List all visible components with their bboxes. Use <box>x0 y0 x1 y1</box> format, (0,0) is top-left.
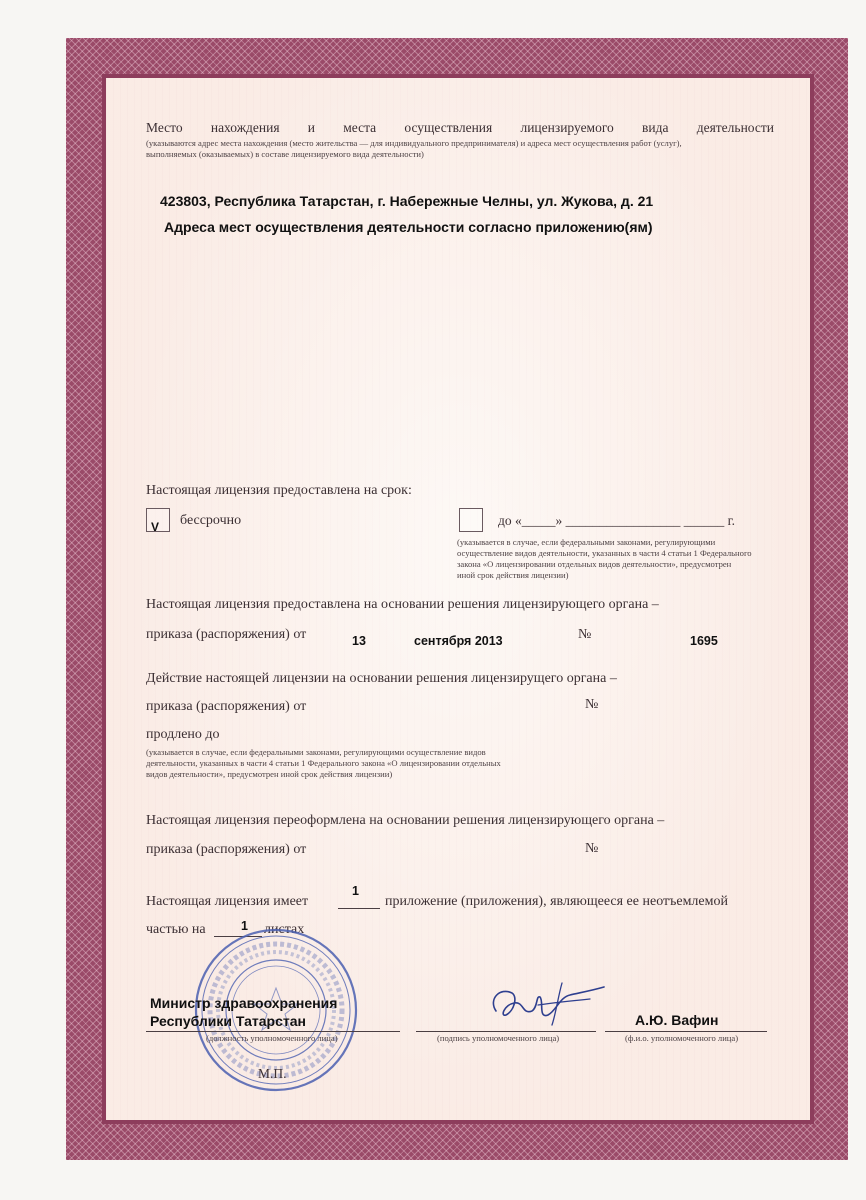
annex-pages-label-before: частью на <box>146 922 206 937</box>
term-note-line4: иной срок действия лицензии) <box>457 570 569 580</box>
basis-number-label: № <box>578 627 592 642</box>
handwritten-signature <box>478 975 608 1035</box>
basis-day: 13 <box>352 634 366 648</box>
until-date-label: до «_____» _________________ ______ г. <box>498 513 736 528</box>
position-underline <box>146 1031 400 1032</box>
until-date-checkbox[interactable] <box>459 508 483 532</box>
reissue-order-label: приказа (распоряжения) от <box>146 842 307 857</box>
position-caption: (должность уполномоченного лица) <box>206 1033 338 1043</box>
signatory-org-line1: Министр здравоохранения <box>150 995 338 1011</box>
location-note-line1: (указываются адрес места нахождения (место жительства — для индивидуального предпринимателя) и адреса мест осуществления работ (услуг), <box>146 138 682 148</box>
signature-caption: (подпись уполномоченного лица) <box>437 1033 560 1043</box>
annex-count: 1 <box>352 884 359 898</box>
addresses-annex-note: Адреса мест осуществления деятельности согласно приложению(ям) <box>164 219 653 235</box>
annex-text-before: Настоящая лицензия имеет <box>146 894 309 909</box>
indefinite-label: бессрочно <box>180 513 242 528</box>
checkbox-checkmark: V <box>151 520 160 534</box>
term-note-line3: закона «О лицензировании отдельных видов деятельности», предусмотрен <box>457 559 732 569</box>
reissue-heading: Настоящая лицензия переоформлена на основании решения лицензирующего органа – <box>146 813 665 828</box>
extension-note-line3: видов деятельности», предусмотрен иной срок действия лицензии) <box>146 769 393 779</box>
name-underline <box>605 1031 767 1032</box>
annex-text-after: приложение (приложения), являющееся ее неотъемлемой <box>385 894 728 909</box>
extension-note-line2: деятельности, указанных в части 4 статьи 1 Федерального закона «О лицензировании отдельных <box>146 758 501 768</box>
location-note-line2: выполняемых (оказываемых) в составе лицензируемого вида деятельности) <box>146 149 424 159</box>
extension-number-label: № <box>585 697 599 712</box>
term-note-line2: осуществление видов деятельности, указанных в части 4 статьи 1 Федерального <box>457 548 752 558</box>
extension-order-label: приказа (распоряжения) от <box>146 699 307 714</box>
seal-place-label: М.П. <box>258 1066 287 1081</box>
basis-order-label: приказа (распоряжения) от <box>146 627 307 642</box>
signature-underline <box>416 1031 596 1032</box>
term-note-line1: (указывается в случае, если федеральными законами, регулирующими <box>457 537 716 547</box>
basis-number: 1695 <box>690 634 718 648</box>
basis-month-year: сентября 2013 <box>414 634 503 648</box>
license-address: 423803, Республика Татарстан, г. Набережные Челны, ул. Жукова, д. 21 <box>160 193 654 209</box>
reissue-number-label: № <box>585 841 599 856</box>
extension-heading: Действие настоящей лицензии на основании решения лицензирущего органа – <box>146 671 617 686</box>
name-caption: (ф.и.о. уполномоченного лица) <box>625 1033 739 1043</box>
annex-pages-label-after: листах <box>264 922 305 937</box>
location-heading: Место нахождения и места осуществления лицензируемого вида деятельности <box>146 120 774 135</box>
extended-until-label: продлено до <box>146 727 220 742</box>
basis-heading: Настоящая лицензия предоставлена на основании решения лицензирующего органа – <box>146 597 659 612</box>
extension-note-line1: (указывается в случае, если федеральными законами, регулирующими осуществление видов <box>146 747 486 757</box>
signatory-org-line2: Республики Татарстан <box>150 1013 306 1029</box>
signatory-name: А.Ю. Вафин <box>635 1012 719 1028</box>
term-heading: Настоящая лицензия предоставлена на срок: <box>146 483 412 498</box>
annex-pages: 1 <box>241 919 248 933</box>
annex-count-underline <box>338 908 380 909</box>
